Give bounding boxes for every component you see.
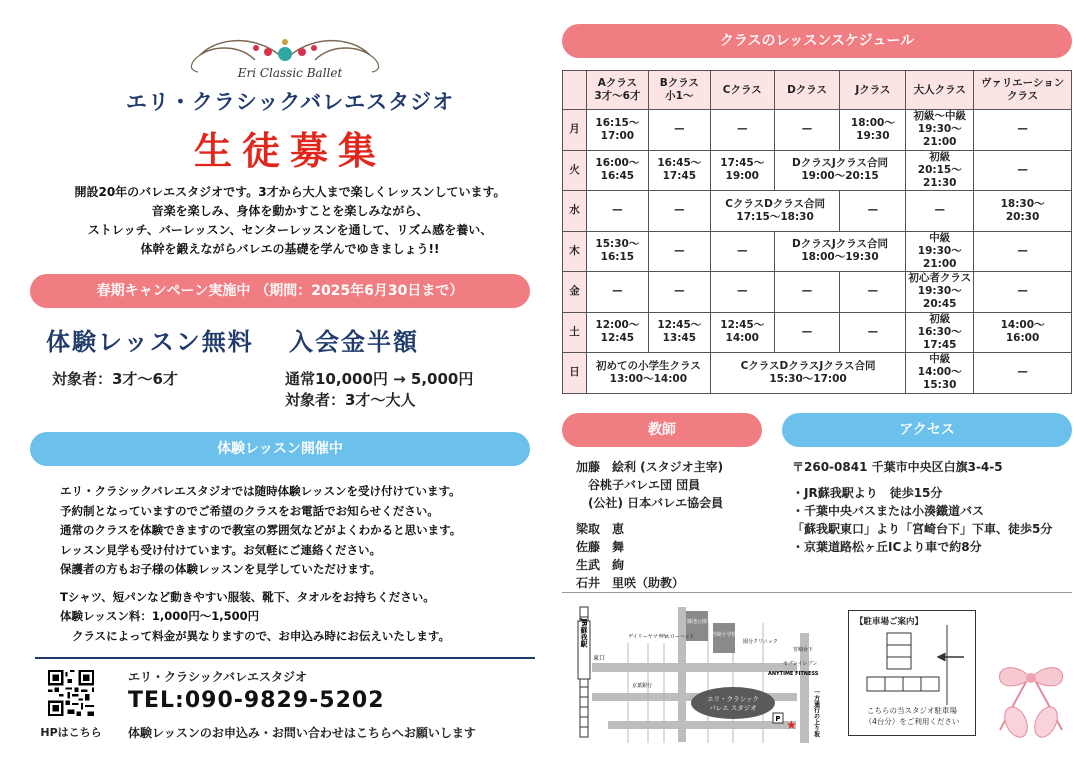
parking-layout-icon: [849, 625, 977, 705]
map-anytime-label: ANYTIME FITNESS: [768, 671, 819, 677]
intro-line: ストレッチ、バーレッスン、センターレッスンを通して、リズム感を養い、: [87, 223, 493, 237]
map-bank-label: 京葉銀行: [632, 683, 653, 689]
trial-banner: 体験レッスン開催中: [30, 432, 530, 466]
schedule-header-row: [563, 71, 1072, 110]
table-cell: DクラスJクラス合同 18:00〜19:30: [774, 231, 906, 272]
pointe-shoes-icon: [986, 660, 1076, 740]
access-info: [792, 458, 1052, 556]
day-cell: 木: [563, 231, 587, 272]
table-cell: —: [648, 231, 710, 272]
trial-line: 予約制となっていますのでご希望のクラスをお電話でお知らせください。: [60, 503, 439, 518]
campaign-target-all: 対象者：3才〜大人: [285, 391, 416, 409]
parking-caption: こちらの当スタジオ駐車場 （4台分）をご利用ください: [864, 706, 960, 726]
table-cell: 15:30〜 16:15: [586, 231, 648, 272]
campaign-free-trial: 体験レッスン無料: [46, 328, 254, 356]
day-cell: 金: [563, 272, 587, 313]
teacher-affiliation: (公社) 日本バレエ協会員: [588, 496, 724, 510]
table-cell: 16:00〜 16:45: [586, 150, 648, 191]
intro-line: 音楽を楽しみ、身体を動かすことを楽しみながら、: [151, 204, 429, 218]
table-cell: 初級 20:15〜 21:30: [906, 150, 974, 191]
trial-line: Tシャツ、短パンなど動きやすい服装、靴下、タオルをお持ちください。: [60, 589, 435, 604]
table-cell: 中級 19:30〜 21:00: [906, 231, 974, 272]
table-cell: —: [974, 272, 1072, 313]
map-park-label: 蘇池公園: [686, 619, 708, 625]
teacher-item: 佐藤 舞: [576, 540, 625, 554]
studio-name: エリ・クラシックバレエスタジオ: [125, 90, 455, 114]
schedule-row-sun: [563, 353, 1072, 394]
header-j: Jクラス: [840, 71, 906, 110]
map-star-icon: ★: [786, 718, 797, 732]
table-cell: —: [710, 231, 774, 272]
map-station-label: JR蘇我駅: [580, 618, 588, 648]
table-cell: CクラスDクラスJクラス合同 15:30〜17:00: [710, 353, 906, 394]
table-cell: —: [586, 191, 648, 232]
table-cell: 12:45〜 13:45: [648, 312, 710, 353]
table-cell: —: [648, 272, 710, 313]
hp-label: HPはこちら: [40, 726, 102, 739]
parking-diagram: [848, 610, 976, 736]
table-cell: —: [974, 110, 1072, 151]
access-map: [568, 603, 834, 745]
table-cell: 16:45〜 17:45: [648, 150, 710, 191]
trial-text: [60, 482, 530, 646]
table-cell: —: [774, 272, 840, 313]
header-c: Cクラス: [710, 71, 774, 110]
intro-line: 体幹を鍛えながらバレエの基礎を学んでゆきましょう!!: [140, 242, 440, 256]
trial-line: クラスによって料金が異なりますので、お申込み時にお伝えいたします。: [72, 628, 451, 643]
contact-studio-name: エリ・クラシックバレエスタジオ: [128, 670, 308, 684]
access-address: 〒260-0841 千葉市中央区白旗3-4-5: [792, 460, 1003, 474]
schedule-table: [562, 70, 1072, 394]
access-line: ・JR蘇我駅より 徒歩15分: [792, 486, 943, 500]
map-yellowhat-label: イエローハット: [660, 634, 695, 640]
access-banner: アクセス: [782, 413, 1072, 447]
day-cell: 水: [563, 191, 587, 232]
contact-divider: [35, 657, 535, 659]
map-oneway-label: 一方通行の上り坂: [812, 689, 820, 737]
table-cell: —: [774, 312, 840, 353]
map-divider: [562, 592, 1072, 593]
access-line: 「蘇我駅東口」より「宮崎台下」下車、徒歩5分: [792, 522, 1053, 536]
table-cell: 12:45〜 14:00: [710, 312, 774, 353]
schedule-row-thu: [563, 231, 1072, 272]
intro-text: [40, 183, 540, 259]
parking-title: 【駐車場ご案内】: [855, 617, 924, 627]
access-line: ・千葉中央バスまたは小湊鐵道バス: [792, 504, 985, 518]
map-east-exit-label: 東口: [592, 655, 606, 662]
trial-line: レッスン見学も受け付けています。お気軽にご連絡ください。: [60, 542, 381, 557]
table-cell: 18:00〜 19:30: [840, 110, 906, 151]
map-daily-label: デイリーヤマザキ: [628, 634, 668, 640]
teacher-lead: 加藤 絵利 (スタジオ主宰): [576, 460, 724, 474]
table-cell: —: [906, 191, 974, 232]
recruit-title: 生徒募集: [193, 128, 386, 173]
table-cell: 初心者クラス 19:30〜 20:45: [906, 272, 974, 313]
map-studio-label: エリ・クラシック: [707, 695, 759, 703]
campaign-half-fee: 入会金半額: [289, 328, 419, 356]
access-line: ・京葉道路松ヶ丘ICより車で約8分: [792, 540, 982, 554]
day-cell: 日: [563, 353, 587, 394]
table-cell: —: [974, 231, 1072, 272]
teacher-item: 生武 絢: [576, 558, 625, 572]
header-b: Bクラス 小1〜: [648, 71, 710, 110]
table-cell: —: [840, 312, 906, 353]
table-cell: 12:00〜 12:45: [586, 312, 648, 353]
schedule-row-wed: [563, 191, 1072, 232]
header-d: Dクラス: [774, 71, 840, 110]
table-cell: —: [710, 110, 774, 151]
qr-code-icon[interactable]: [48, 670, 94, 716]
header-variation: ヴァリエーション クラス: [974, 71, 1072, 110]
table-cell: —: [840, 191, 906, 232]
logo-script-text: Eri Classic Ballet: [237, 66, 343, 80]
corner-cell: [563, 71, 587, 110]
table-cell: 初めての小学生クラス 13:00〜14:00: [586, 353, 710, 394]
map-seven-label: セブンイレブン: [783, 661, 818, 667]
table-cell: CクラスDクラス合同 17:15〜18:30: [710, 191, 840, 232]
day-cell: 土: [563, 312, 587, 353]
trial-line: 体験レッスン料：1,000円〜1,500円: [60, 609, 260, 623]
campaign-target-kids: 対象者：3才〜6才: [52, 370, 178, 388]
map-miyazakidai-label: 宮崎台下: [793, 647, 814, 653]
table-cell: —: [648, 191, 710, 232]
table-cell: 16:15〜 17:00: [586, 110, 648, 151]
table-cell: 14:00〜 16:00: [974, 312, 1072, 353]
day-cell: 火: [563, 150, 587, 191]
contact-note: 体験レッスンのお申込み・お問い合わせはこちらへお願いします: [128, 726, 476, 740]
intro-line: 開設20年のバレエスタジオです。3才から大人まで楽しくレッスンしています。: [74, 185, 506, 199]
table-cell: DクラスJクラス合同 19:00〜20:15: [774, 150, 906, 191]
table-cell: 初級〜中級 19:30〜 21:00: [906, 110, 974, 151]
table-cell: —: [586, 272, 648, 313]
table-cell: —: [774, 110, 840, 151]
teacher-item: 石井 里咲（助教）: [576, 576, 685, 590]
table-cell: 17:45〜 19:00: [710, 150, 774, 191]
schedule-row-mon: [563, 110, 1072, 151]
map-clinic-label: 園分クリニック: [743, 639, 778, 645]
table-cell: —: [840, 272, 906, 313]
header-a: Aクラス 3才〜6才: [586, 71, 648, 110]
day-cell: 月: [563, 110, 587, 151]
header-adult: 大人クラス: [906, 71, 974, 110]
schedule-row-fri: [563, 272, 1072, 313]
teacher-item: 梁取 恵: [576, 522, 625, 536]
table-cell: —: [648, 110, 710, 151]
trial-line: 保護者の方もお子様の体験レッスンを見学していただけます。: [60, 562, 381, 576]
map-studio-label: バレエ スタジオ: [709, 704, 757, 712]
table-cell: —: [974, 353, 1072, 394]
trial-line: エリ・クラシックバレエスタジオでは随時体験レッスンを受け付けています。: [60, 484, 461, 498]
teacher-list: [576, 458, 723, 592]
campaign-banner: 春期キャンペーン実施中 （期間：2025年6月30日まで）: [30, 274, 530, 308]
table-cell: —: [974, 150, 1072, 191]
schedule-banner: クラスのレッスンスケジュール: [562, 24, 1072, 58]
trial-line: 通常のクラスを体験できますので教室の雰囲気などがよくわかると思います。: [60, 523, 462, 537]
table-cell: —: [710, 272, 774, 313]
table-cell: 中級 14:00〜 15:30: [906, 353, 974, 394]
schedule-row-tue: [563, 150, 1072, 191]
schedule-row-sat: [563, 312, 1072, 353]
teacher-affiliation: 谷桃子バレエ団 団員: [588, 478, 701, 492]
campaign-price: 通常10,000円 → 5,000円: [285, 370, 474, 388]
map-school-label: 宮崎小学校: [711, 632, 737, 638]
table-cell: 初級 16:30〜 17:45: [906, 312, 974, 353]
map-parking-mark: P: [775, 715, 781, 723]
contact-tel[interactable]: TEL:090-9829-5202: [128, 688, 385, 713]
table-cell: 18:30〜 20:30: [974, 191, 1072, 232]
teacher-banner: 教師: [562, 413, 762, 447]
